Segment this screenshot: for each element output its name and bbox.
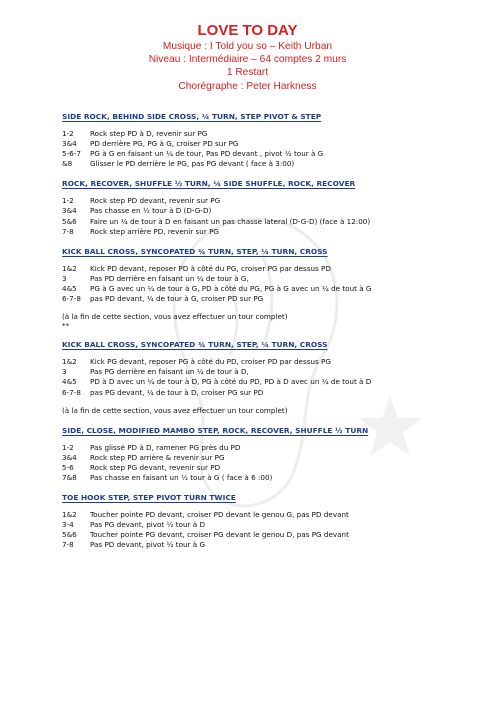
section-title: SIDE ROCK, BEHIND SIDE CROSS, ¼ TURN, STEP PIVOT & STEP bbox=[62, 112, 322, 121]
step-row bbox=[62, 264, 482, 274]
step-text: Pas PG devant, pivot ½ tour à D bbox=[90, 520, 206, 530]
restart-marker: ** bbox=[62, 321, 70, 331]
step-text: Glisser le PD derrière le PG, pas PG devant ( face à 3:00) bbox=[90, 159, 295, 169]
step-row bbox=[62, 284, 482, 294]
step-row bbox=[62, 129, 482, 139]
step-count: 6-7-8 bbox=[62, 387, 81, 397]
step-text: Kick PD devant, reposer PD à côté du PG, croiser PG par dessus PD bbox=[90, 263, 331, 273]
section-4 bbox=[62, 339, 482, 415]
step-row bbox=[62, 196, 482, 206]
step-row bbox=[62, 388, 482, 398]
step-text: Pas PD derrière en faisant un ¼ de tour à G, bbox=[90, 273, 249, 283]
section-1 bbox=[62, 111, 482, 169]
step-count: 3 bbox=[62, 367, 67, 377]
step-count: 5-6-7 bbox=[62, 149, 81, 159]
step-text: Rock step PG devant, revenir sur PD bbox=[90, 462, 221, 472]
step-text: Faire un ¼ de tour à D en faisant un pas chasse lateral (D-G-D) (face à 12:00) bbox=[90, 216, 371, 226]
step-count: 7-8 bbox=[62, 226, 74, 236]
step-text: pas PG devant, ¼ de tour à D, croiser PG sur PD bbox=[90, 387, 264, 397]
step-row bbox=[62, 294, 482, 304]
step-count: 5&6 bbox=[62, 530, 77, 540]
step-count: 3&4 bbox=[62, 452, 77, 462]
step-row bbox=[62, 159, 482, 169]
step-count: 6-7-8 bbox=[62, 294, 81, 304]
step-count: 1&2 bbox=[62, 263, 77, 273]
step-text: Pas chasse en ½ tour à D (D-G-D) bbox=[90, 206, 212, 216]
step-row bbox=[62, 227, 482, 237]
step-text: PG à G avec un ¼ de tour à G, PD à côté du PG, PG à G avec un ¼ de tout à G bbox=[90, 283, 372, 293]
step-count: 1&2 bbox=[62, 357, 77, 367]
header bbox=[0, 22, 495, 93]
section-note: (à la fin de cette section, vous avez effectuer un tour complet) bbox=[62, 405, 288, 415]
step-count: 1-2 bbox=[62, 129, 74, 138]
section-note: (à la fin de cette section, vous avez effectuer un tour complet) bbox=[62, 312, 288, 322]
section-3 bbox=[62, 246, 482, 330]
music-line: Musique : I Told you so – Keith Urban bbox=[162, 41, 333, 52]
step-text: Rock step PD arrière & revenir sur PG bbox=[90, 452, 225, 462]
step-row bbox=[62, 139, 482, 149]
step-row bbox=[62, 367, 482, 377]
step-count: 5-6 bbox=[62, 462, 74, 472]
step-count: &8 bbox=[62, 159, 73, 169]
step-text: Pas PG derrière en faisant un ¼ de tour à D, bbox=[90, 367, 249, 377]
step-row bbox=[62, 453, 482, 463]
step-row bbox=[62, 540, 482, 550]
step-text: PD à D avec un ¼ de tour à D, PG à côté du PD, PD à D avec un ¼ de tout à D bbox=[90, 377, 372, 387]
step-count: 7&8 bbox=[62, 472, 77, 482]
step-count: 3&4 bbox=[62, 139, 77, 149]
step-text: Pas glissé PD à D, ramener PG près du PD bbox=[90, 442, 241, 452]
section-5 bbox=[62, 425, 482, 483]
step-row bbox=[62, 473, 482, 483]
section-6 bbox=[62, 492, 482, 550]
step-count: 7-8 bbox=[62, 540, 74, 550]
step-count: 3 bbox=[62, 273, 67, 283]
step-sheet bbox=[62, 111, 482, 559]
dance-title: LOVE TO DAY bbox=[197, 22, 298, 39]
step-count: 1&2 bbox=[62, 510, 77, 520]
step-text: PD derrière PG, PG à G, croiser PD sur PG bbox=[90, 139, 239, 149]
section-title: KICK BALL CROSS, SYNCOPATED ¾ TURN, STEP, ¼ TURN, CROSS bbox=[62, 246, 328, 256]
step-text: PG à G en faisant un ¼ de tour, Pas PD devant , pivot ½ tour à G bbox=[90, 149, 324, 159]
step-row bbox=[62, 206, 482, 216]
step-text: Rock step PD devant, revenir sur PG bbox=[90, 196, 221, 206]
step-text: Rock step PD à D, revenir sur PG bbox=[90, 129, 208, 138]
section-title: ROCK, RECOVER, SHUFFLE ½ TURN, ¼ SIDE SHUFFLE, ROCK, RECOVER bbox=[62, 179, 356, 189]
step-count: 3&4 bbox=[62, 206, 77, 216]
step-text: Toucher pointe PG devant, croiser PG devant le genou D, pas PG devant bbox=[90, 530, 349, 540]
step-text: Kick PG devant, reposer PG à côté du PD, croiser PD par dessus PG bbox=[90, 357, 331, 367]
step-row bbox=[62, 377, 482, 387]
step-text: pas PD devant, ¼ de tour à G, croiser PD sur PG bbox=[90, 294, 264, 304]
choreographer-line: Chorégraphe : Peter Harkness bbox=[178, 80, 317, 92]
level-line: Niveau : Intermédiaire – 64 comptes 2 murs bbox=[148, 54, 347, 66]
step-count: 4&5 bbox=[62, 377, 77, 387]
restart-line: 1 Restart bbox=[226, 67, 269, 79]
step-count: 1-2 bbox=[62, 196, 74, 206]
step-row bbox=[62, 520, 482, 530]
section-2 bbox=[62, 178, 482, 236]
step-text: Pas chasse en faisant un ½ tour à G ( face à 6 :00) bbox=[90, 472, 273, 482]
step-text: Rock step arrière PD, revenir sur PG bbox=[90, 226, 219, 236]
step-row bbox=[62, 463, 482, 473]
step-count: 4&5 bbox=[62, 283, 77, 293]
step-row bbox=[62, 443, 482, 453]
step-row bbox=[62, 274, 482, 284]
section-title: TOE HOOK STEP, STEP PIVOT TURN TWICE bbox=[62, 493, 236, 503]
step-text: Pas PD devant, pivot ½ tour à G bbox=[90, 540, 206, 550]
step-count: 5&6 bbox=[62, 216, 77, 226]
step-text: Toucher pointe PD devant, croiser PD devant le genou G, pas PD devant bbox=[90, 510, 349, 520]
step-row bbox=[62, 149, 482, 159]
step-count: 3-4 bbox=[62, 520, 74, 530]
section-title: SIDE, CLOSE, MODIFIED MAMBO STEP, ROCK, RECOVER, SHUFFLE ½ TURN bbox=[62, 425, 369, 435]
step-count: 1-2 bbox=[62, 442, 74, 452]
step-row bbox=[62, 217, 482, 227]
step-row bbox=[62, 530, 482, 540]
section-title: KICK BALL CROSS, SYNCOPATED ¾ TURN, STEP, ¼ TURN, CROSS bbox=[62, 340, 328, 350]
step-row bbox=[62, 510, 482, 520]
step-row bbox=[62, 357, 482, 367]
